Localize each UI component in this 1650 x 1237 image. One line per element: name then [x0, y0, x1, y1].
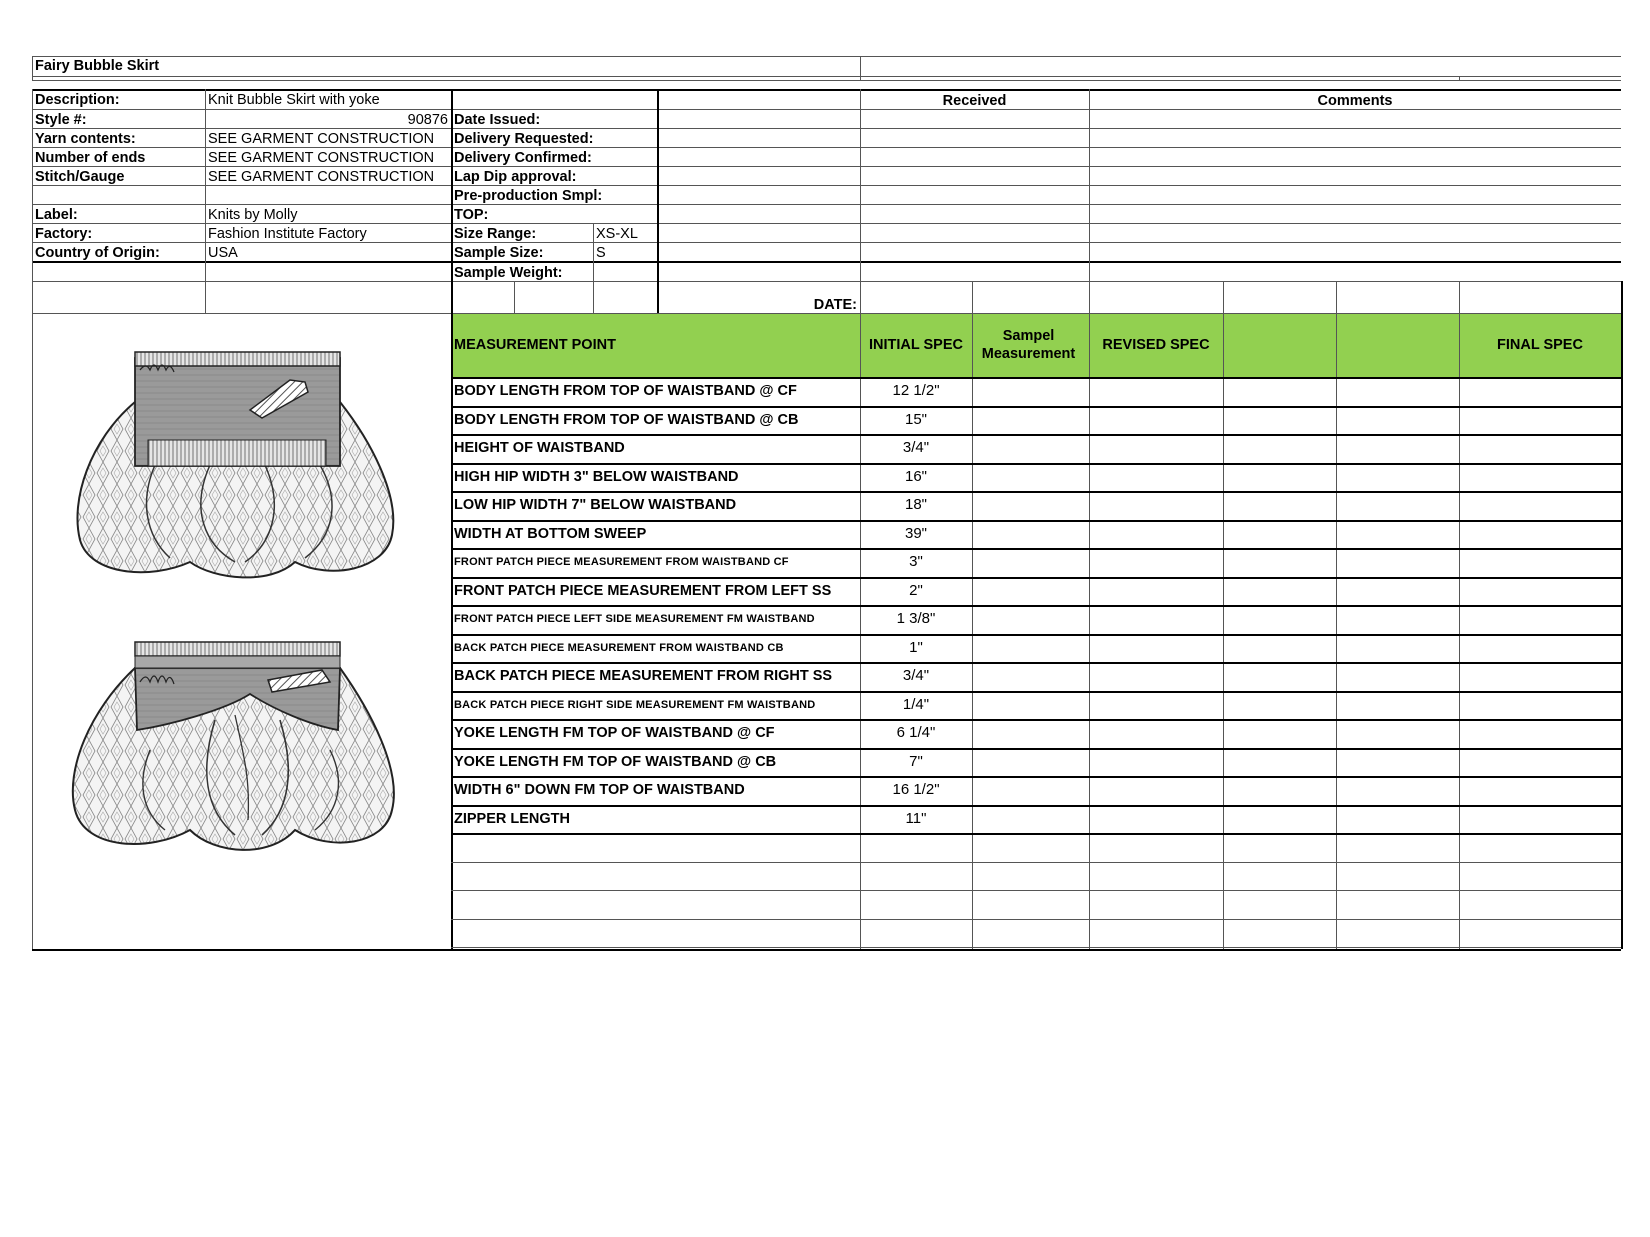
measurement-point: FRONT PATCH PIECE LEFT SIDE MEASUREMENT FM WAISTBAND: [454, 613, 815, 625]
delivery-confirmed-label: Delivery Confirmed:: [454, 150, 592, 166]
comments-header: Comments: [1317, 93, 1393, 109]
measurement-point: FRONT PATCH PIECE MEASUREMENT FROM LEFT SS: [454, 583, 832, 599]
measurement-point: HEIGHT OF WAISTBAND: [454, 440, 625, 456]
label-value: Knits by Molly: [208, 207, 298, 223]
sample-size-label: Sample Size:: [454, 245, 544, 261]
initial-spec-value: 39": [904, 525, 927, 542]
stitch-value: SEE GARMENT CONSTRUCTION: [208, 169, 435, 185]
initial-spec-value: 12 1/2": [892, 382, 940, 399]
factory-label: Factory:: [35, 226, 93, 242]
measurement-point: BODY LENGTH FROM TOP OF WAISTBAND @ CF: [454, 383, 797, 399]
measurement-point: FRONT PATCH PIECE MEASUREMENT FROM WAISTBAND CF: [454, 556, 789, 568]
initial-spec-value: 1/4": [902, 696, 930, 713]
initial-spec-value: 3": [909, 553, 923, 570]
measurement-point: BODY LENGTH FROM TOP OF WAISTBAND @ CB: [454, 412, 799, 428]
measurement-point: YOKE LENGTH FM TOP OF WAISTBAND @ CB: [454, 754, 777, 770]
initial-spec-value: 3/4": [902, 667, 930, 684]
yarn-value: SEE GARMENT CONSTRUCTION: [208, 131, 435, 147]
initial-spec-value: 2": [909, 582, 923, 599]
initial-spec-value: 16 1/2": [892, 781, 940, 798]
size-range-label: Size Range:: [454, 226, 537, 242]
sample-weight-label: Sample Weight:: [454, 265, 563, 281]
ends-value: SEE GARMENT CONSTRUCTION: [208, 150, 435, 166]
measurement-point: BACK PATCH PIECE MEASUREMENT FROM WAISTBAND CB: [454, 642, 784, 654]
initial-spec-value: 18": [904, 496, 927, 513]
measurement-point: BACK PATCH PIECE MEASUREMENT FROM RIGHT SS: [454, 668, 833, 684]
country-label: Country of Origin:: [35, 245, 160, 261]
size-range-value: XS-XL: [596, 226, 638, 242]
style-label: Style #:: [35, 112, 87, 128]
page-title: Fairy Bubble Skirt: [35, 58, 160, 74]
country-value: USA: [208, 245, 238, 261]
top-label: TOP:: [454, 207, 489, 223]
measurement-point-header: MEASUREMENT POINT: [454, 337, 616, 353]
measurement-point: WIDTH AT BOTTOM SWEEP: [454, 526, 647, 542]
measurement-point: YOKE LENGTH FM TOP OF WAISTBAND @ CF: [454, 725, 775, 741]
measurement-point: ZIPPER LENGTH: [454, 811, 571, 827]
final-spec-header: FINAL SPEC: [1497, 337, 1583, 353]
date-issued-label: Date Issued:: [454, 112, 541, 128]
description-value: Knit Bubble Skirt with yoke: [208, 92, 380, 108]
ends-label: Number of ends: [35, 150, 146, 166]
revised-spec-header: REVISED SPEC: [1102, 337, 1210, 353]
front-view-sketch: [77, 352, 393, 577]
description-label: Description:: [35, 92, 120, 108]
initial-spec-value: 1 3/8": [896, 610, 936, 627]
style-value: 90876: [407, 112, 448, 128]
received-header: Received: [942, 93, 1007, 109]
measurement-point: HIGH HIP WIDTH 3" BELOW WAISTBAND: [454, 469, 739, 485]
date-label: DATE:: [813, 297, 857, 313]
measurement-point: BACK PATCH PIECE RIGHT SIDE MEASUREMENT FM WAISTBAND: [454, 699, 816, 711]
measurement-point: WIDTH 6" DOWN FM TOP OF WAISTBAND: [454, 782, 745, 798]
yarn-label: Yarn contents:: [35, 131, 136, 147]
lap-dip-label: Lap Dip approval:: [454, 169, 577, 185]
sample-measurement-header: Sampel Measurement: [981, 328, 1076, 362]
factory-value: Fashion Institute Factory: [208, 226, 367, 242]
stitch-label: Stitch/Gauge: [35, 169, 125, 185]
initial-spec-value: 6 1/4": [896, 724, 936, 741]
sample-size-value: S: [596, 245, 606, 261]
initial-spec-value: 15": [904, 411, 927, 428]
delivery-requested-label: Delivery Requested:: [454, 131, 594, 147]
label-label: Label:: [35, 207, 78, 223]
initial-spec-header: INITIAL SPEC: [869, 337, 963, 353]
measurement-point: LOW HIP WIDTH 7" BELOW WAISTBAND: [454, 497, 737, 513]
initial-spec-value: 11": [905, 810, 927, 827]
initial-spec-value: 1": [909, 639, 923, 656]
back-view-sketch: [73, 642, 394, 850]
initial-spec-value: 16": [904, 468, 927, 485]
skirt-sketch-illustration: [40, 330, 440, 930]
preproduction-label: Pre-production Smpl:: [454, 188, 603, 204]
initial-spec-value: 3/4": [902, 439, 930, 456]
initial-spec-value: 7": [909, 753, 923, 770]
